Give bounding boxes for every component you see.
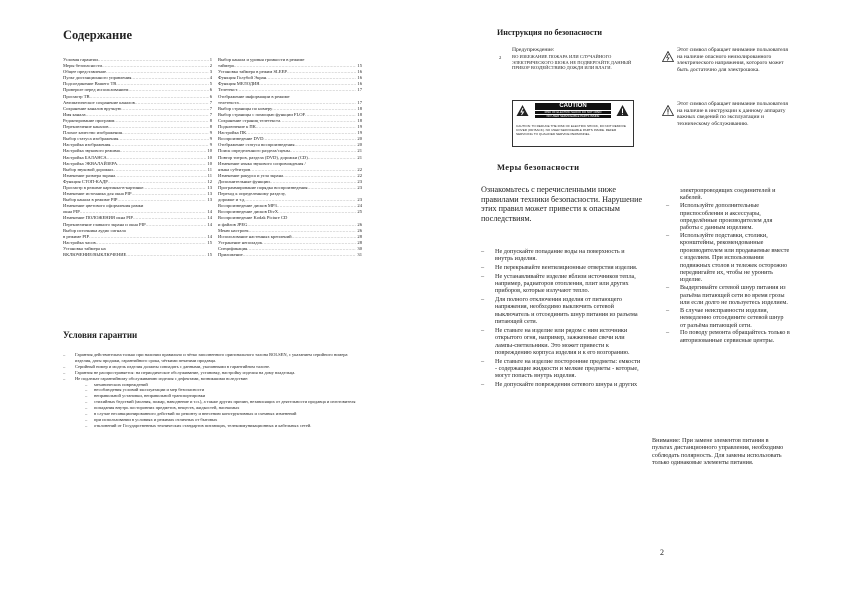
toc-column-1	[63, 57, 212, 258]
dash-bullet: –	[666, 329, 670, 337]
toc-entry-page: 18	[357, 105, 362, 111]
dash-bullet: –	[63, 369, 66, 375]
toc-entry-page: 28	[357, 233, 362, 239]
warranty-list	[63, 352, 361, 429]
toc-entry-page: 14	[207, 209, 212, 215]
toc-entry-title: Переключение главного экрана и окна PIP	[63, 221, 146, 227]
toc-entry-title: Меню настроек	[218, 227, 249, 233]
dash-bullet: –	[666, 232, 670, 240]
toc-entry-title: Настройка часов	[63, 239, 96, 245]
toc-entry-title: Просмотр в режиме картинка-в-картинке	[63, 184, 144, 190]
page-number: 2	[660, 548, 664, 557]
safety-rule	[481, 248, 643, 263]
toc-entry-title: Подключение к ПК	[218, 124, 256, 130]
toc-entry-title: Выбор страницы с помощью функции FLOF	[218, 111, 306, 117]
list-item-text: Не подлежат гарантийному обслуживанию изделия с дефектами, возникшими вследствие:	[75, 375, 249, 381]
toc-entry-page: 18	[357, 117, 362, 123]
toc-entry-page: 23	[357, 184, 362, 190]
toc-leader-dots	[278, 209, 356, 215]
dash-bullet: –	[85, 393, 88, 399]
toc-entry-title: Воспроизведение дисков MP3	[218, 203, 277, 209]
list-item-text: Не ставьте на изделие посторонние предметы: емкости - содержащие жидкости и мелкие предметы - которые, могут попасть внутрь изделия.	[495, 357, 641, 380]
toc-entry-title: Меры безопасности	[63, 63, 102, 69]
lightning-triangle-icon	[662, 49, 674, 60]
list-item-text: при использовании в условиях и режимах отличных от бытовых	[94, 416, 218, 422]
toc-entry-page: 17	[357, 87, 362, 93]
toc-title: Содержание	[63, 28, 133, 42]
safety-list-col-2	[666, 187, 790, 344]
toc-entry-title: Воспроизведение Kodak Picture CD	[218, 215, 288, 221]
toc-entry-title: Сохранение каналов вручную	[63, 105, 122, 111]
toc-entry-page: 7	[209, 105, 212, 111]
toc-entry-page: 2	[209, 63, 212, 69]
exclamation-triangle-icon	[662, 103, 674, 114]
exclamation-triangle-icon	[616, 104, 629, 117]
safety-rule	[666, 202, 790, 232]
toc-entry-title: Изменение источника для окна PIP	[63, 191, 132, 197]
list-item-text: Не допускайте повреждения сетевого шнура и других	[495, 381, 638, 389]
toc-entry-title: окна PIP	[63, 209, 80, 215]
dash-bullet: –	[481, 381, 485, 389]
toc-entry-title: Изменение ракурса и угла экрана	[218, 172, 284, 178]
toc-entry-title: Отображение информации в режиме	[218, 93, 290, 99]
toc-leader-dots	[126, 252, 206, 258]
toc-entry-title: Просмотр ТВ	[63, 93, 90, 99]
toc-entry-title: Настройка звукового режима	[63, 148, 120, 154]
toc-entry[interactable]	[63, 252, 212, 258]
toc-entry-page: 18	[357, 111, 362, 117]
toc-entry-page: 4	[209, 75, 212, 81]
caution-body: CAUTION: TO REDUCE THE RISK OF ELECTRIC SHOCK, DO NOT REMOVE COVER (OR BACK). NO USER SERVICEABLE PARTS INSIDE. REFER SERVICING TO QUALIFIED SERVICE PERSONNEL.	[516, 124, 626, 136]
warning-text: ВО ИЗБЕЖАНИЕ ПОЖАРА ИЛИ СЛУЧАЙНОГО ЭЛЕКТРИЧЕСКОГО ШОКА НЕ ПОДВЕРГАЙТЕ ДАННЫЙ ПРИБОР ВОЗДЕЙСТВИЮ ДОЖДЯ ИЛИ ВЛАГИ.	[512, 54, 632, 71]
toc-entry-page: 10	[207, 148, 212, 154]
list-item-text: попадания внутрь посторонних предметов, веществ, жидкостей, насекомых	[94, 405, 240, 411]
toc-entry-page: 23	[357, 197, 362, 203]
warranty-item	[63, 352, 361, 364]
toc-entry-title: Переход к определенному разделу,	[218, 191, 286, 197]
list-item-text: В случае неисправности изделия, немедленно отсоедините сетевой шнур от разъёма питающей сети.	[680, 306, 784, 329]
list-item-text: Не перекрывайте вентиляционные отверстия изделия.	[495, 264, 638, 271]
caution-heading: CAUTION	[535, 103, 611, 110]
toc-entry-page: 9	[209, 142, 212, 148]
toc-entry-page: 15	[207, 239, 212, 245]
dash-bullet: –	[666, 306, 670, 314]
toc-entry-title: Программирование порядка воспроизведения	[218, 184, 308, 190]
safety-rule	[666, 329, 790, 344]
list-item-text: отклонений от Государственных технических стандартов питающих, телекоммуникационных и кабельных сетей.	[94, 422, 312, 428]
list-item-text: стихийных бедствий (молния, пожар, наводнение и т.п.), а также других причин, независящих от деятельности продавца и изготовителя	[94, 399, 356, 405]
toc-entry-title: телетекста	[218, 99, 239, 105]
list-item-text: несоблюдения условий эксплуатации и мер безопасности	[94, 387, 205, 393]
toc-entry-page: 26	[357, 221, 362, 227]
toc-entry-page: 17	[357, 99, 362, 105]
toc-entry-page: 14	[207, 215, 212, 221]
toc-entry-page: 24	[357, 203, 362, 209]
toc-entry-title: Сохранение страниц телетекста	[218, 117, 281, 123]
toc-entry-title: Выбор канала в режиме PIP	[63, 197, 118, 203]
toc-entry-title: Приложение	[218, 252, 243, 257]
safety-rule	[481, 264, 643, 271]
warning-block	[512, 47, 632, 71]
toc-column-2	[218, 57, 362, 258]
warning-label: Предупреждение:	[512, 47, 555, 53]
list-item-text: Используйте подставки, столики, кронштейны, рекомендованные производителем или продаваемые вместе с изделием. При использовании подвижных столов и тележек осторожно передвигайте их, чтобы не уронить изделие.	[680, 232, 790, 284]
toc-entry-title: Выбор источника аудио сигнала	[63, 227, 126, 233]
toc-entry-page: 5	[209, 81, 212, 87]
dash-bullet: –	[666, 202, 670, 210]
toc-entry-title: Выбор статуса изображения	[63, 136, 119, 142]
toc-entry-page: 21	[357, 148, 362, 154]
dash-bullet: –	[63, 352, 66, 357]
dash-bullet: –	[481, 296, 485, 303]
toc-entry-page: 12	[207, 178, 212, 184]
caution-label	[512, 100, 634, 147]
toc-leader-dots	[308, 155, 357, 161]
list-item-text: Для полного отключения изделия от питающего напряжения, необходимо выключить сетевой выключатель и отсоединить шнур питания из разъема питающей сети.	[495, 296, 638, 326]
toc-entry-page: 13	[207, 197, 212, 203]
toc-entry-title: Функция МЕЛОДИЯ	[218, 81, 260, 87]
list-item-text: Не ставьте на изделие или рядом с ним источники открытого огня, например, зажженные свечи или лампы-светильники. Это может привести к повреждению корпуса изделия и к его возгоранию.	[495, 326, 630, 357]
toc-entry-page: 31	[357, 252, 362, 257]
dash-bullet: –	[63, 363, 66, 369]
toc-entry-title: Дополнительные функции	[218, 178, 270, 184]
warranty-subitem	[63, 423, 361, 429]
toc-entry-page: 9	[209, 130, 212, 136]
toc-entry-page: 20	[357, 142, 362, 148]
dash-bullet: –	[85, 416, 88, 422]
toc-entry-title: Выбор канала и уровня громкости в режиме	[218, 57, 305, 62]
toc-entry-title: и файлов JPEG	[218, 221, 248, 227]
toc-entry-page: 10	[207, 154, 212, 160]
toc-entry-title: Использование настенных креплений	[218, 233, 292, 239]
toc-entry-page: 30	[357, 245, 362, 251]
toc-entry-page: 13	[207, 184, 212, 190]
toc-entry-title: Изменение размера экрана	[63, 172, 116, 178]
toc-entry-page: 22	[357, 172, 362, 178]
toc-entry-title: Имя канала	[63, 111, 86, 117]
list-item-text: Гарантия не распространяется: на периодическое обслуживание, установку, настройку изделия на дому владельца.	[75, 369, 296, 375]
toc-leader-dots	[308, 185, 357, 191]
toc-entry-page: 9	[209, 136, 212, 142]
list-item-text: неправильной установки, неправильной транспортировки	[94, 393, 206, 399]
list-item-text: Серийный номер и модель изделия должны совпадать с данными, указанными в гарантийном талоне.	[75, 363, 271, 369]
toc-entry-title: Спецификация	[218, 245, 248, 251]
toc-entry-page: 11	[207, 172, 212, 178]
toc-entry-title: Редактирование программ	[63, 117, 115, 123]
toc-entry-page: 14	[207, 233, 212, 239]
toc-leader-dots	[243, 252, 357, 258]
toc-entry-title: Отображение статуса воспроизведения	[218, 142, 295, 148]
toc-leader-dots	[96, 240, 207, 246]
toc-entry-title: Плохое качество изображения	[63, 130, 122, 136]
toc-entry-page: 25	[357, 209, 362, 215]
dash-bullet: –	[85, 381, 88, 387]
toc-entry-title: Изменение языка звукового сопровождения /	[218, 160, 306, 166]
safety-list-col-1	[481, 248, 643, 390]
safety-title: Инструкция по безопасности	[497, 28, 602, 37]
safety-rule	[481, 358, 643, 380]
dash-bullet: –	[85, 422, 88, 428]
toc-entry-title: в режиме PIP	[63, 233, 90, 239]
toc-entry-title: Установка таймера на	[63, 245, 106, 251]
dash-bullet: –	[85, 399, 88, 405]
toc-entry-title: Настройка ЭКВАЛАЙЗЕРА	[63, 160, 118, 166]
toc-entry-page: 7	[209, 111, 212, 117]
toc-entry-title: Выбор страницы по номеру	[218, 105, 273, 111]
toc-entry-page: 13	[207, 191, 212, 197]
list-item-text: в случае несанкционированного действий по ремонту и внесению конструктивных и схемных изменений	[94, 411, 297, 417]
toc-entry-page: 16	[357, 69, 362, 75]
toc-entry-page: 16	[357, 75, 362, 81]
toc-entry-title: Переключение каналов	[63, 124, 109, 130]
dash-bullet: –	[481, 272, 485, 280]
dash-bullet: –	[481, 264, 485, 271]
toc-entry-title: Воспроизведение дисков DivX	[218, 209, 279, 215]
toc-leader-dots	[146, 222, 207, 228]
dash-bullet: –	[481, 248, 485, 255]
dash-bullet: –	[85, 405, 88, 411]
toc-entry-title: Подсоединение Вашего ТВ	[63, 81, 117, 87]
toc-entry-page: 8	[209, 124, 212, 130]
symbol-2-text: Этот символ обращает внимание пользователя на наличие в инструкции к данному аппарату важных сведений по эксплуатации и техническому обслуживанию.	[677, 101, 788, 128]
toc-entry-page: 3	[209, 69, 212, 75]
toc-entry-page: 14	[207, 221, 212, 227]
toc-entry-title: таймера	[218, 63, 234, 69]
toc-entry-page: 16	[357, 81, 362, 87]
list-item-text: Выдергивайте сетевой шнур питания из разъёма питающей сети во время грозы или если долго не пользуетесь изделием.	[680, 284, 788, 306]
toc-entry-page: 7	[209, 99, 212, 105]
symbol-1-text: Этот символ обращает внимание пользователя на наличие опасного неизолированного электрического напряжения, которого может быть достаточно для электрошока.	[677, 47, 788, 74]
toc-entry-page: 26	[357, 227, 362, 233]
toc-entry-title: Установка таймера в режим SLEEP	[218, 69, 287, 75]
toc-entry-title: Настройка БАЛАНСА	[63, 154, 107, 160]
toc-entry-page: 10	[207, 160, 212, 166]
toc-entry-page: 22	[357, 166, 362, 172]
toc-entry-page: 6	[209, 87, 212, 93]
list-item-text: Не допускайте попадание воды на поверхность и внутрь изделия.	[495, 248, 625, 263]
toc-entry-page: 1	[209, 57, 212, 62]
caution-sub-2: NO USER SERVICEABLE PARTS INSIDE	[535, 115, 611, 118]
list-item-text: электропроводящих соединителей и кабелей.	[680, 187, 776, 202]
toc-entry-page: 21	[357, 154, 362, 160]
list-item	[666, 187, 790, 202]
toc-entry-title: Проверьте перед использованием	[63, 87, 129, 93]
toc-entry-title: дорожке и т.д.	[218, 197, 246, 203]
safety-rule	[481, 296, 643, 326]
toc-entry-title: Устранение неполадок	[218, 239, 263, 245]
measures-title: Меры безопасности	[497, 162, 580, 172]
toc-entry-page: 19	[357, 124, 362, 130]
toc-entry-page: 15	[207, 252, 212, 257]
toc-entry-page: 19	[357, 130, 362, 136]
toc-entry-title: Повтор титров, раздела (DVD), дорожки (CD)	[218, 154, 308, 160]
toc-entry-page: 23	[357, 178, 362, 184]
toc-entry-title: Воспроизведение DVD	[218, 136, 264, 142]
lightning-triangle-icon	[516, 104, 529, 117]
safety-intro: Ознакомьтесь с перечисленными ниже правилами техники безопасности. Нарушение этих правил может привести к опасным последствиям.	[481, 185, 643, 223]
list-item-text: По поводу ремонта обращайтесь только в авторизованные сервисные центры.	[680, 329, 790, 344]
safety-rule	[666, 307, 790, 329]
list-item-text: Используйте дополнительные приспособления и аксессуары, определённые производителем для работы с данным изделием.	[680, 202, 773, 232]
toc-entry-title: Телетекст	[218, 87, 238, 93]
dash-bullet: –	[63, 375, 66, 381]
safety-rule	[666, 284, 790, 306]
list-item-text: механических повреждений	[94, 381, 148, 387]
toc-entry-title: ВКЛЮЧЕНИЕ/ВЫКЛЮЧЕНИЕ	[63, 252, 127, 257]
toc-entry-title: Выбор звуковой дорожки	[63, 166, 113, 172]
toc-entry-title: Функция Голубой Экран	[218, 75, 267, 81]
toc-entry-title: Автоматическое сохранение каналов	[63, 99, 135, 105]
dash-bullet: –	[85, 387, 88, 393]
toc-entry-page: 20	[357, 136, 362, 142]
toc-entry-title: Настройка ПК	[218, 130, 247, 136]
toc-entry-page: 11	[207, 166, 212, 172]
toc-entry-title: Поиск определенного раздела/сцены	[218, 148, 290, 154]
warranty-title: Условия гарантии	[63, 330, 138, 340]
toc-entry-title: Общее представление	[63, 69, 107, 75]
toc-entry-page: 8	[209, 117, 212, 123]
list-item-text: Не устанавливайте изделие вблизи источников тепла, например, радиаторов отопления, плит или других приборов, которые излучают тепло.	[495, 272, 636, 295]
toc-entry-title: Настройка изображения	[63, 142, 111, 148]
toc-entry-title: Условия гарантии	[63, 57, 98, 62]
dash-bullet: –	[481, 357, 485, 365]
caution-sub-1: RISK OF ELECTRIC SHOCK DO NOT OPEN	[535, 111, 611, 114]
warning-number: 2	[499, 55, 502, 60]
dash-bullet: –	[85, 411, 88, 417]
toc-entry-page: 6	[209, 93, 212, 99]
toc-entry-page: 28	[357, 239, 362, 245]
toc-entry-title: Изменение ПОЛОЖЕНИЯ окна PIP	[63, 215, 133, 221]
attention-note: Внимание: При замене элементов питания в пультах дистанционного управления, необходимо соблюдать полярность. Для замены использовать только одинаковые элементы питания.	[652, 437, 784, 467]
toc-entry-title: Функция СТОП-КАДР	[63, 178, 108, 184]
safety-rule	[481, 327, 643, 357]
list-item-text: Гарантия действительна только при наличии правильно и чётко заполненного оригинального талона ROLSEN, с указанием серийного номера изделия, даты продажи, гарантийного срока, чёткими печатями продавца.	[75, 352, 348, 363]
dash-bullet: –	[481, 326, 485, 334]
safety-rule	[481, 381, 643, 388]
safety-rule	[666, 232, 790, 284]
toc-entry-title: Пульт дистанционного управления	[63, 75, 132, 81]
toc-entry-title: Изменение цветового оформления рамки	[63, 203, 144, 209]
toc-entry[interactable]	[218, 252, 362, 258]
toc-entry-page: 15	[357, 63, 362, 69]
dash-bullet: –	[666, 284, 670, 292]
safety-rule	[481, 273, 643, 295]
toc-entry-title: языка субтитров	[218, 166, 251, 172]
